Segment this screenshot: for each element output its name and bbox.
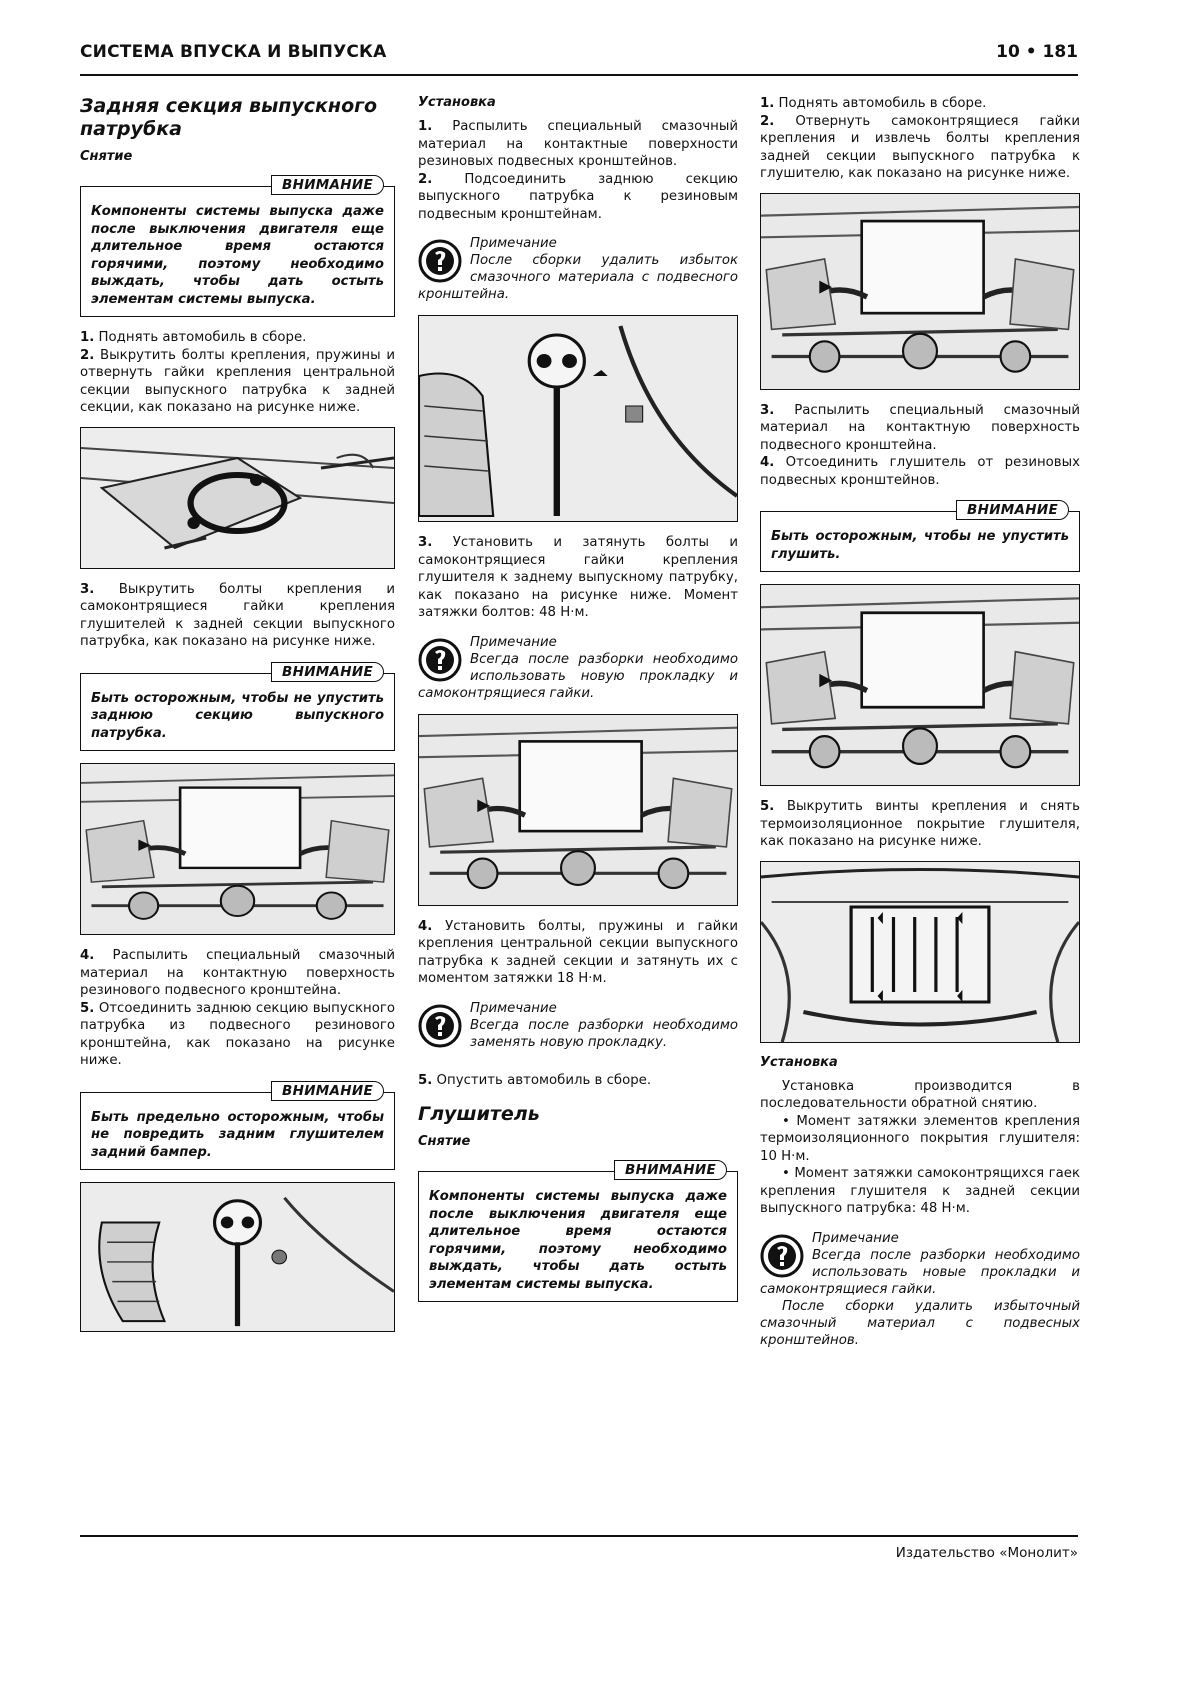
bullet-item: • Момент затяжки элементов крепления термоизоляционного покрытия глушителя: 10 Н·м. xyxy=(760,1113,1080,1164)
figure-muffler-bolts xyxy=(80,763,395,935)
removal-subheading: Снятие xyxy=(418,1134,471,1149)
note-block xyxy=(418,235,738,303)
column-3 xyxy=(760,95,1080,1361)
page-header xyxy=(80,38,1078,76)
warning-label: ВНИМАНИЕ xyxy=(271,662,384,682)
note-label: Примечание xyxy=(812,1230,899,1246)
column-1 xyxy=(80,95,395,1344)
warning-label: ВНИМАНИЕ xyxy=(956,500,1069,520)
removal-subheading: Снятие xyxy=(80,149,133,164)
note-icon xyxy=(418,638,462,682)
step-item: 1. Распылить специальный смазочный материал на контактные поверхности резиновых подвесных кронштейнов. xyxy=(418,119,738,169)
note-icon xyxy=(418,239,462,283)
step-item: 4. Установить болты, пружины и гайки крепления центральной секции выпускного патрубка к задней секции и затянуть их с моментом затяжки 18 Н·м. xyxy=(418,918,738,986)
note-text: Всегда после разборки необходимо заменять новую прокладку. xyxy=(470,1017,738,1050)
step-item: 3. Выкрутить болты крепления и самоконтрящиеся гайки крепления глушителей к задней секции выпускного патрубка, как показано на рисунке ниже. xyxy=(80,581,395,649)
step-item: 3. Установить и затянуть болты и самоконтрящиеся гайки крепления глушителя к заднему выпускному патрубку, как показано на рисунке ниже. Момент затяжки болтов: 48 Н·м. xyxy=(418,535,738,620)
figure-rubber-hanger xyxy=(80,1182,395,1332)
warning-label: ВНИМАНИЕ xyxy=(614,1160,727,1180)
step-item: 5. Выкрутить винты крепления и снять термоизоляционное покрытие глушителя, как показано на рисунке ниже. xyxy=(760,799,1081,849)
section-title: СИСТЕМА ВПУСКА И ВЫПУСКА xyxy=(80,42,387,62)
step-item: 2. Выкрутить болты крепления, пружины и отвернуть гайки крепления центральной секции выпускного патрубка к задней секции, как показано на рисунке ниже. xyxy=(80,347,395,415)
install-subheading: Установка xyxy=(760,1054,838,1070)
step-item: 1. Поднять автомобиль в сборе. xyxy=(760,96,987,111)
figure-pipe-flange xyxy=(80,427,395,569)
note-block xyxy=(418,634,738,702)
step-item: 2. Отвернуть самоконтрящиеся гайки крепления и извлечь болты крепления задней секции выпускного патрубка к глушителю, как показано на рисунке ниже. xyxy=(760,113,1080,181)
figure-muffler-removal xyxy=(760,193,1080,390)
step-item: 3. Распылить специальный смазочный материал на контактную поверхность подвесного кронштейна. xyxy=(760,402,1080,453)
page-number: 10 • 181 xyxy=(996,42,1078,62)
step-item: 4. Отсоединить глушитель от резиновых подвесных кронштейнов. xyxy=(760,455,1080,488)
warning-box xyxy=(80,1082,395,1171)
note-label: Примечание xyxy=(470,236,557,251)
figure-hanger-install xyxy=(418,315,738,522)
note-text: Всегда после разборки необходимо использовать новую прокладку и самоконтрящиеся гайки. xyxy=(418,651,738,701)
note-text: Всегда после разборки необходимо использовать новые прокладки и самоконтрящиеся гайки. xyxy=(760,1247,1080,1297)
step-item: 5. Опустить автомобиль в сборе. xyxy=(418,1072,652,1088)
note-icon xyxy=(760,1234,804,1278)
note-text: После сборки удалить избыток смазочного материала с подвесного кронштейна. xyxy=(418,253,738,302)
note-block xyxy=(418,1000,738,1060)
figure-heat-shield xyxy=(760,861,1080,1043)
muffler-heading: Глушитель xyxy=(418,1103,540,1125)
note-text-extra: После сборки удалить избыточный смазочный материал с подвесных кронштейнов. xyxy=(760,1298,1080,1348)
footer-rule xyxy=(80,1535,1078,1537)
step-item: 1. Поднять автомобиль в сборе. xyxy=(80,330,307,345)
figure-muffler-hangers xyxy=(760,584,1080,786)
step-item: 5. Отсоединить заднюю секцию выпускного патрубка из подвесного резинового кронштейна, как показано на рисунке ниже. xyxy=(80,1000,395,1068)
warning-label: ВНИМАНИЕ xyxy=(271,1081,384,1101)
warning-text: Компоненты системы выпуска даже после выключения двигателя еще длительное время остаются горячими, поэтому необходимо выждать, чтобы дать остыть элементам системы выпуска. xyxy=(91,204,384,307)
column-2 xyxy=(418,95,738,1314)
note-icon xyxy=(418,1004,462,1048)
section-heading: Задняя секция выпускного патрубка xyxy=(80,95,378,140)
warning-text: Компоненты системы выпуска даже после выключения двигателя еще длительное время остаются горячими, поэтому необходимо выждать, чтобы дать остыть элементам системы выпуска. xyxy=(429,1189,727,1292)
warning-box xyxy=(760,502,1080,572)
note-block xyxy=(760,1230,1080,1349)
warning-text: Быть предельно осторожным, чтобы не повредить задним глушителем задний бампер. xyxy=(91,1109,384,1160)
step-item: 2. Подсоединить заднюю секцию выпускного патрубка к резиновым подвесным кронштейнам. xyxy=(418,171,738,222)
publisher-footer: Издательство «Монолит» xyxy=(895,1545,1078,1561)
warning-box xyxy=(80,177,395,317)
note-label: Примечание xyxy=(470,1000,557,1016)
warning-box xyxy=(418,1162,738,1302)
step-item: 4. Распылить специальный смазочный материал на контактную поверхность резинового подвесного кронштейна. xyxy=(80,948,395,998)
warning-text: Быть осторожным, чтобы не упустить глушить. xyxy=(771,529,1069,562)
warning-text: Быть осторожным, чтобы не упустить заднюю секцию выпускного патрубка. xyxy=(91,690,384,741)
install-subheading: Установка xyxy=(418,95,496,110)
install-text: Установка производится в последовательности обратной снятию. xyxy=(760,1078,1080,1111)
warning-box xyxy=(80,663,395,752)
note-label: Примечание xyxy=(470,634,557,650)
figure-muffler-install xyxy=(418,714,738,906)
warning-label: ВНИМАНИЕ xyxy=(271,175,384,195)
bullet-item: • Момент затяжки самоконтрящихся гаек крепления глушителя к задней секции выпускного патрубка: 48 Н·м. xyxy=(760,1166,1080,1216)
